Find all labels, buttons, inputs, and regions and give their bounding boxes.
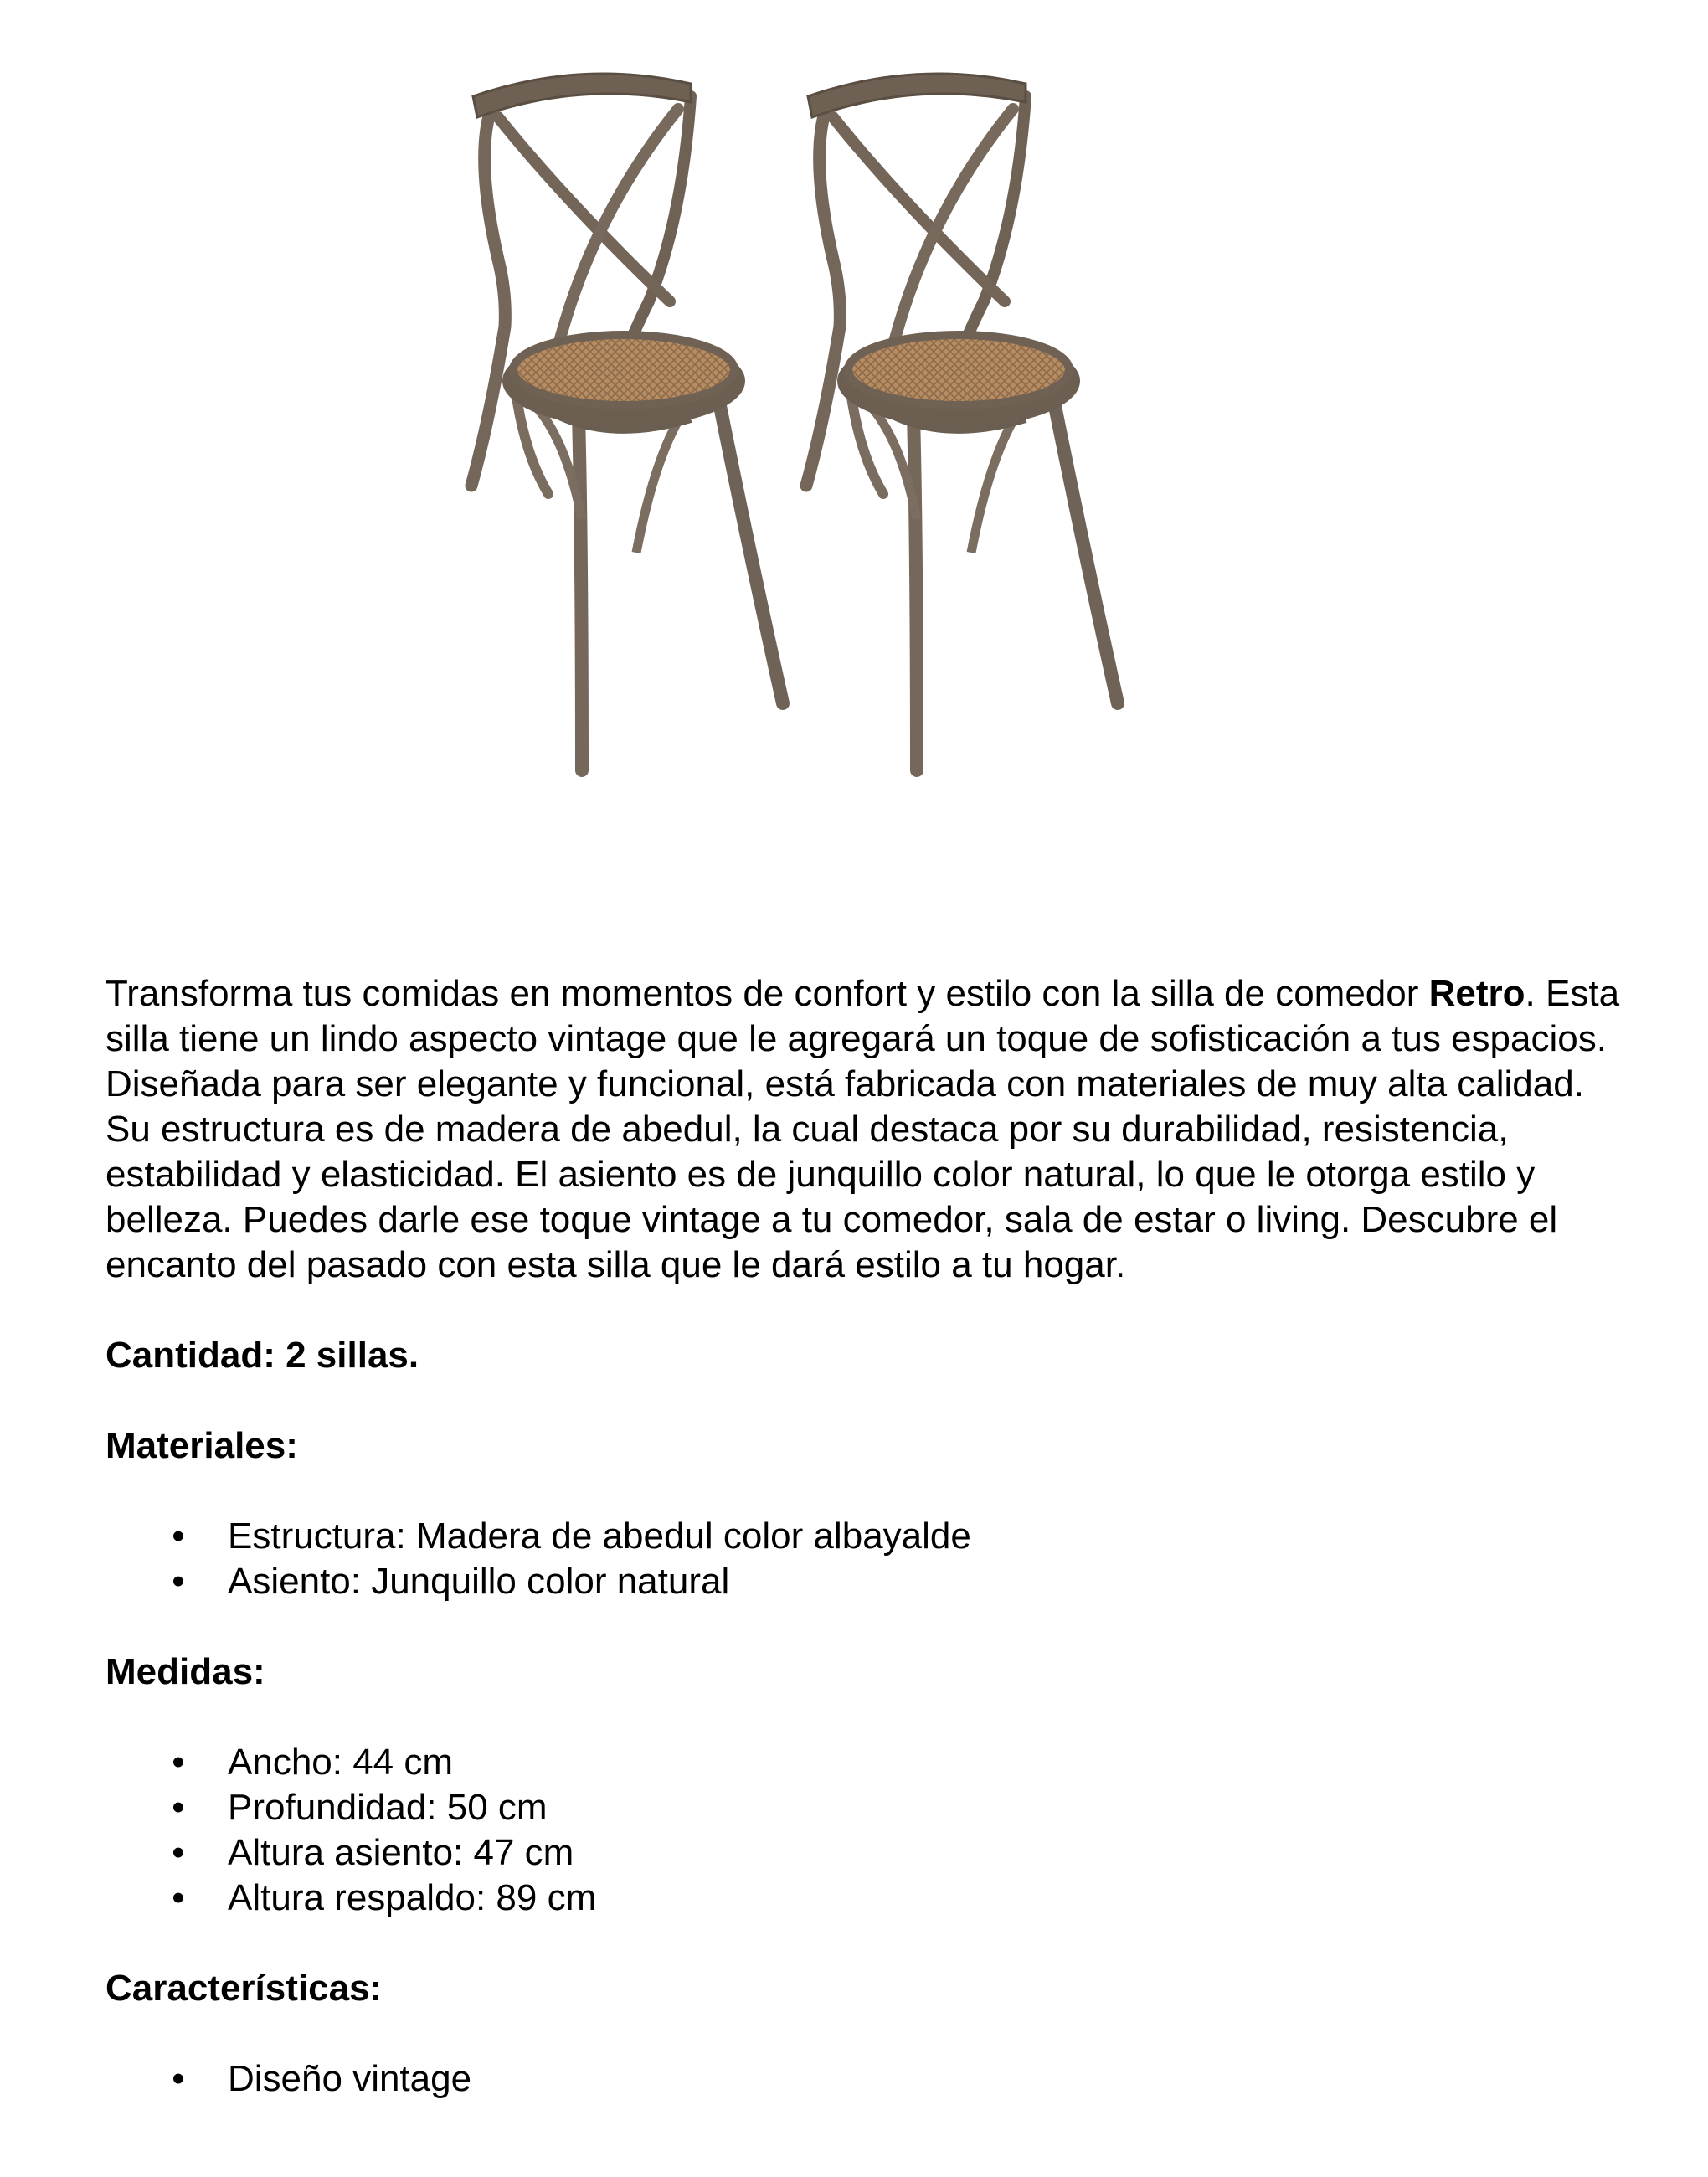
list-item: • Altura respaldo: 89 cm [105,1876,1629,1921]
product-description [105,971,1629,2147]
bullet-icon: • [172,1787,185,1828]
bullet-icon: • [172,1877,185,1918]
bullet-icon: • [172,1516,185,1557]
features-list [105,2056,1629,2102]
measures-list [105,1740,1629,1921]
materials-heading: Materiales: [105,1425,298,1466]
measures-heading: Medidas: [105,1651,265,1692]
list-item: • Estructura: Madera de abedul color albayalde [105,1514,1629,1559]
bullet-icon: • [172,1832,185,1873]
description-paragraph: Transforma tus comidas en momentos de confort y estilo con la silla de comedor Retro. Esta silla tiene un lindo aspecto vintage que le agregará un toque de sofisticación a tus espacios. Diseñada para ser elegante y funcional, está fabricada con materiales de muy alta calidad. Su estructura es de madera de abedul, la cual destaca por su durabilidad, resistencia, estabilidad y elasticidad. El asiento es de junquillo color natural, lo que le otorga estilo y belleza. Puedes darle ese toque vintage a tu comedor, sala de estar o living. Descubre el encanto del pasado con esta silla que le dará estilo a tu hogar. [105,973,1620,1285]
list-item: • Profundidad: 50 cm [105,1785,1629,1830]
product-name: Retro [1428,973,1525,1014]
bullet-icon: • [172,1742,185,1783]
materials-list [105,1514,1629,1604]
bullet-icon: • [172,2058,185,2099]
list-item: • Asiento: Junquillo color natural [105,1559,1629,1604]
bullet-icon: • [172,1561,185,1602]
list-item: • Altura asiento: 47 cm [105,1830,1629,1876]
list-item: • Ancho: 44 cm [105,1740,1629,1785]
product-image-chairs [419,50,1289,787]
features-heading: Características: [105,1968,383,2009]
quantity-line: Cantidad: 2 sillas. [105,1335,419,1376]
list-item: • Diseño vintage [105,2056,1629,2102]
